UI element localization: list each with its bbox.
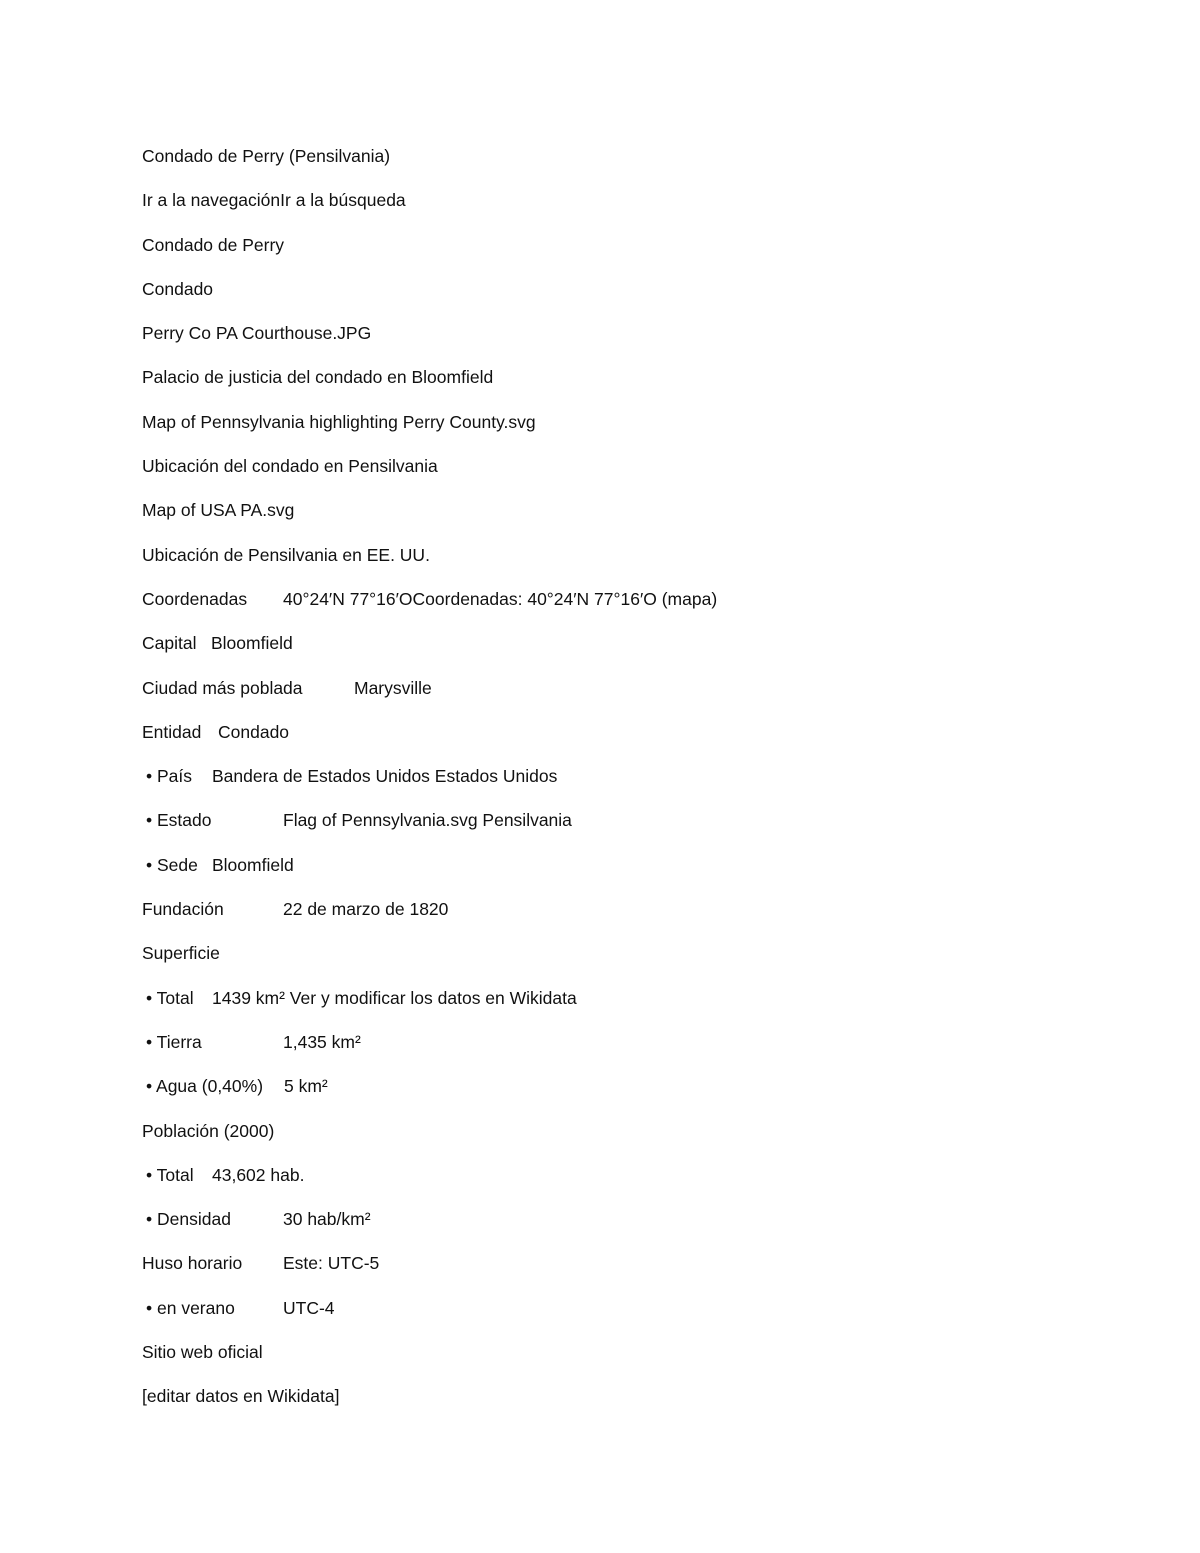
- largest-city-value: Marysville: [354, 677, 432, 698]
- population-total-value: 43,602 hab.: [212, 1164, 305, 1185]
- population-label: Población (2000): [142, 1120, 275, 1141]
- navigation-links: Ir a la navegaciónIr a la búsqueda: [142, 190, 406, 211]
- image-usa-map-caption: Ubicación de Pensilvania en EE. UU.: [142, 544, 430, 565]
- official-website-link[interactable]: Sitio web oficial: [142, 1342, 263, 1363]
- row-density: [142, 1205, 1062, 1249]
- water-label: • Agua (0,40%): [146, 1076, 264, 1097]
- total-area-value: 1439 km² Ver y modificar los datos en Wikidata: [212, 987, 577, 1008]
- summer-time-value: UTC-4: [283, 1297, 335, 1318]
- row-population: [142, 1117, 1062, 1161]
- article-title: Condado de Perry (Pensilvania): [142, 146, 391, 166]
- surface-label: Superficie: [142, 943, 220, 964]
- row-website: [142, 1338, 1062, 1382]
- country-value: Bandera de Estados Unidos Estados Unidos: [212, 766, 558, 787]
- row-surface: [142, 939, 1062, 983]
- entity-value: Condado: [218, 721, 290, 742]
- population-total-label: • Total: [146, 1164, 194, 1185]
- timezone-value: Este: UTC-5: [283, 1253, 380, 1274]
- infobox-name: Condado de Perry: [142, 234, 285, 255]
- image-usa-map-filename: Map of USA PA.svg: [142, 500, 295, 521]
- summer-time-label: • en verano: [146, 1297, 235, 1318]
- density-value: 30 hab/km²: [283, 1209, 371, 1230]
- row-largest-city: [142, 674, 1062, 718]
- image-courthouse-filename: Perry Co PA Courthouse.JPG: [142, 323, 372, 344]
- coordinates-label: Coordenadas: [142, 588, 248, 609]
- land-label: • Tierra: [146, 1031, 202, 1052]
- row-founding: [142, 895, 1062, 939]
- row-summer-time: [142, 1294, 1062, 1338]
- row-capital: [142, 629, 1062, 673]
- total-area-label: • Total: [146, 987, 194, 1008]
- row-timezone: [142, 1249, 1062, 1293]
- founding-value: 22 de marzo de 1820: [283, 899, 449, 920]
- row-seat: [142, 851, 1062, 895]
- state-label: • Estado: [146, 810, 212, 831]
- image-county-map-filename: Map of Pennsylvania highlighting Perry County.svg: [142, 411, 536, 432]
- edit-wikidata-link[interactable]: [editar datos en Wikidata]: [142, 1386, 340, 1407]
- row-water: [142, 1072, 1062, 1116]
- row-coordinates: [142, 585, 1062, 629]
- row-state: [142, 806, 1062, 850]
- land-value: 1,435 km²: [283, 1031, 361, 1052]
- density-label: • Densidad: [146, 1209, 231, 1230]
- largest-city-label: Ciudad más poblada: [142, 677, 303, 698]
- seat-value: Bloomfield: [212, 854, 294, 875]
- row-total-area: [142, 984, 1062, 1028]
- coordinates-value: 40°24′N 77°16′OCoordenadas: 40°24′N 77°16′O (mapa): [283, 588, 718, 609]
- row-population-total: [142, 1161, 1062, 1205]
- infobox-type: Condado: [142, 278, 214, 299]
- capital-label: Capital: [142, 633, 197, 654]
- image-county-map-caption: Ubicación del condado en Pensilvania: [142, 456, 438, 477]
- row-land: [142, 1028, 1062, 1072]
- entity-label: Entidad: [142, 721, 202, 742]
- country-label: • País: [146, 766, 193, 787]
- founding-label: Fundación: [142, 899, 224, 920]
- document-body: [142, 142, 1062, 1427]
- water-value: 5 km²: [284, 1076, 328, 1097]
- row-edit: [142, 1382, 1062, 1426]
- capital-value: Bloomfield: [211, 633, 293, 654]
- row-entity: [142, 718, 1062, 762]
- row-country: [142, 762, 1062, 806]
- image-courthouse-caption: Palacio de justicia del condado en Bloomfield: [142, 367, 494, 388]
- seat-label: • Sede: [146, 854, 198, 875]
- timezone-label: Huso horario: [142, 1253, 243, 1274]
- state-value: Flag of Pennsylvania.svg Pensilvania: [283, 810, 572, 831]
